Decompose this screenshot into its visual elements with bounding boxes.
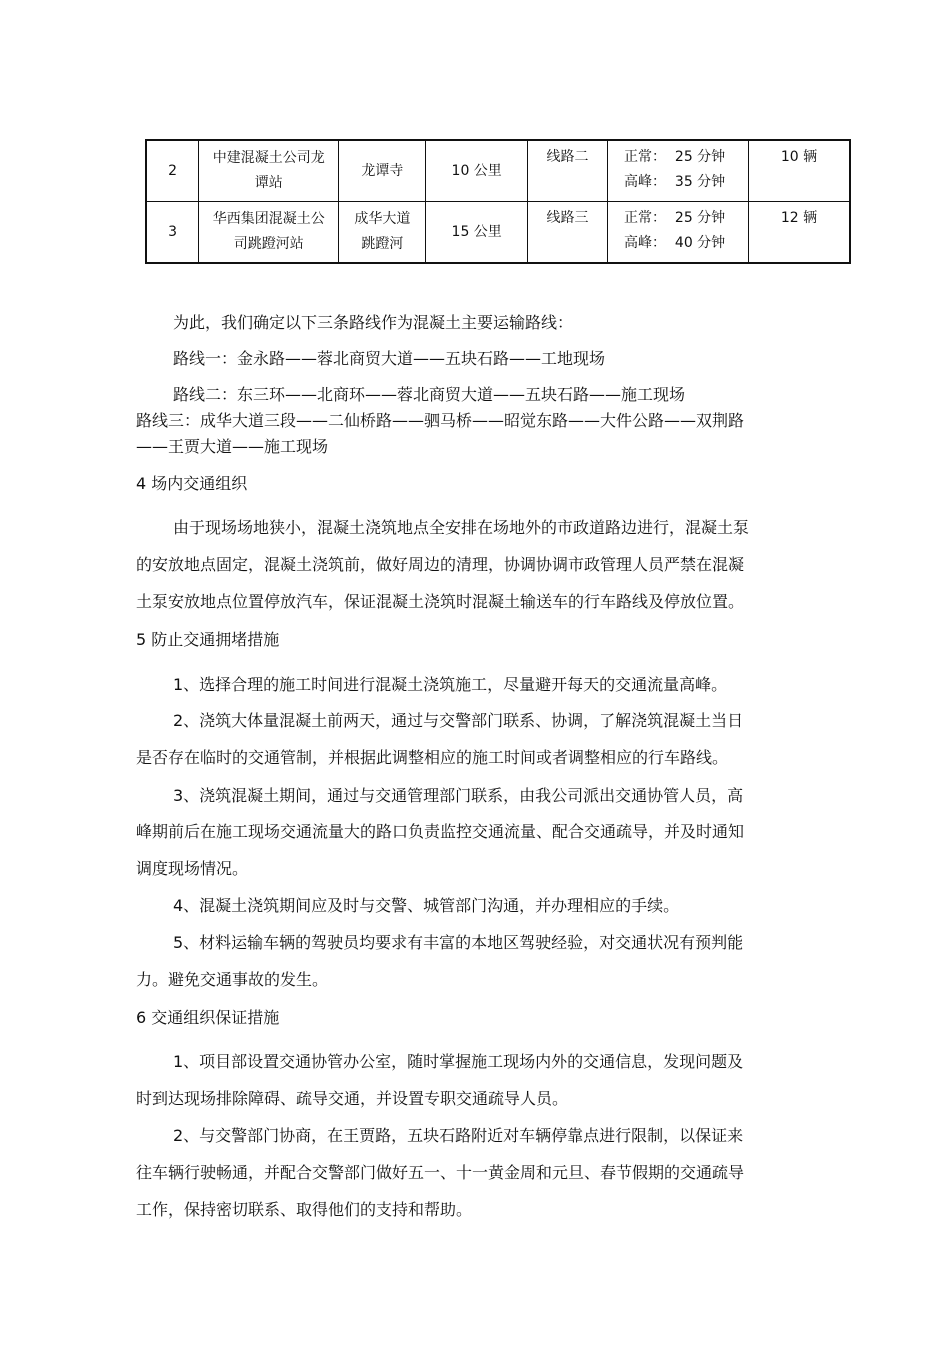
- time-cell: [608, 140, 749, 202]
- route-three-cont: ——王贾大道——施工现场: [136, 437, 329, 456]
- paragraph-line: 由于现场场地狭小，混凝土浇筑地点全安排在场地外的市政道路边进行，混凝土泵: [173, 518, 750, 537]
- paragraph-line: 3、浇筑混凝土期间，通过与交通管理部门联系，由我公司派出交通协管人员，高: [173, 786, 744, 805]
- paragraph-line: 1、项目部设置交通协管办公室，随时掌握施工现场内外的交通信息，发现问题及: [173, 1052, 744, 1071]
- place-cell: [339, 202, 426, 264]
- paragraph-line: 往车辆行驶畅通，并配合交警部门做好五一、十一黄金周和元旦、春节假期的交通疏导: [136, 1163, 745, 1182]
- route-two: 路线二：东三环——北商环——蓉北商贸大道——五块石路——施工现场: [173, 385, 686, 404]
- place-line: 跳蹬河: [361, 236, 404, 252]
- route-three: 路线三：成华大道三段——二仙桥路——驷马桥——昭觉东路——大件公路——双荆路: [136, 411, 745, 430]
- paragraph-line: 5、材料运输车辆的驾驶员均要求有丰富的本地区驾驶经验，对交通状况有预判能: [173, 933, 744, 952]
- paragraph-line: 调度现场情况。: [136, 859, 249, 878]
- transport-table: [145, 139, 851, 264]
- station-line: 华西集团混凝土公: [212, 211, 325, 227]
- peak-time: 高峰： 35 分钟: [624, 174, 726, 190]
- table-row: [146, 140, 850, 202]
- station-line: 谭站: [254, 175, 283, 191]
- vehicles-cell: 12 辆: [749, 202, 850, 264]
- row-number: 3: [146, 202, 199, 264]
- place-line: 成华大道: [354, 211, 411, 227]
- station-line: 中建混凝土公司龙: [212, 150, 325, 166]
- section-6-heading: 6 交通组织保证措施: [136, 1008, 280, 1027]
- section-5-heading: 5 防止交通拥堵措施: [136, 630, 280, 649]
- paragraph-line: 4、混凝土浇筑期间应及时与交警、城管部门沟通，并办理相应的手续。: [173, 896, 680, 915]
- normal-time: 正常： 25 分钟: [624, 210, 726, 226]
- station-cell: [199, 202, 339, 264]
- paragraph-line: 土泵安放地点位置停放汽车，保证混凝土浇筑时混凝土输送车的行车路线及停放位置。: [136, 592, 745, 611]
- time-cell: [608, 202, 749, 264]
- paragraph-line: 工作，保持密切联系、取得他们的支持和帮助。: [136, 1200, 473, 1219]
- route-one: 路线一：金永路——蓉北商贸大道——五块石路——工地现场: [173, 349, 606, 368]
- paragraph-line: 力。避免交通事故的发生。: [136, 970, 329, 989]
- station-cell: [199, 140, 339, 202]
- paragraph-line: 峰期前后在施工现场交通流量大的路口负责监控交通流量、配合交通疏导，并及时通知: [136, 822, 745, 841]
- vehicles-cell: 10 辆: [749, 140, 850, 202]
- paragraph-line: 是否存在临时的交通管制，并根据此调整相应的施工时间或者调整相应的行车路线。: [136, 748, 729, 767]
- routes-intro: 为此，我们确定以下三条路线作为混凝土主要运输路线：: [173, 313, 574, 332]
- normal-time: 正常： 25 分钟: [624, 149, 726, 165]
- paragraph-line: 的安放地点固定，混凝土浇筑前，做好周边的清理，协调协调市政管理人员严禁在混凝: [136, 555, 745, 574]
- row-number: 2: [146, 140, 199, 202]
- distance-cell: 10 公里: [426, 140, 527, 202]
- station-line: 司跳蹬河站: [233, 236, 304, 252]
- route-cell: 线路二: [527, 140, 607, 202]
- place-line: 龙谭寺: [361, 162, 404, 179]
- section-4-heading: 4 场内交通组织: [136, 474, 248, 493]
- route-cell: 线路三: [527, 202, 607, 264]
- paragraph-line: 2、浇筑大体量混凝土前两天，通过与交警部门联系、协调，了解浇筑混凝土当日: [173, 711, 744, 730]
- table-row: [146, 202, 850, 264]
- paragraph-line: 2、与交警部门协商，在王贾路，五块石路附近对车辆停靠点进行限制，以保证来: [173, 1126, 744, 1145]
- distance-cell: 15 公里: [426, 202, 527, 264]
- place-cell: [339, 140, 426, 202]
- paragraph-line: 时到达现场排除障碍、疏导交通，并设置专职交通疏导人员。: [136, 1089, 569, 1108]
- paragraph-line: 1、选择合理的施工时间进行混凝土浇筑施工，尽量避开每天的交通流量高峰。: [173, 675, 728, 694]
- peak-time: 高峰： 40 分钟: [624, 235, 726, 251]
